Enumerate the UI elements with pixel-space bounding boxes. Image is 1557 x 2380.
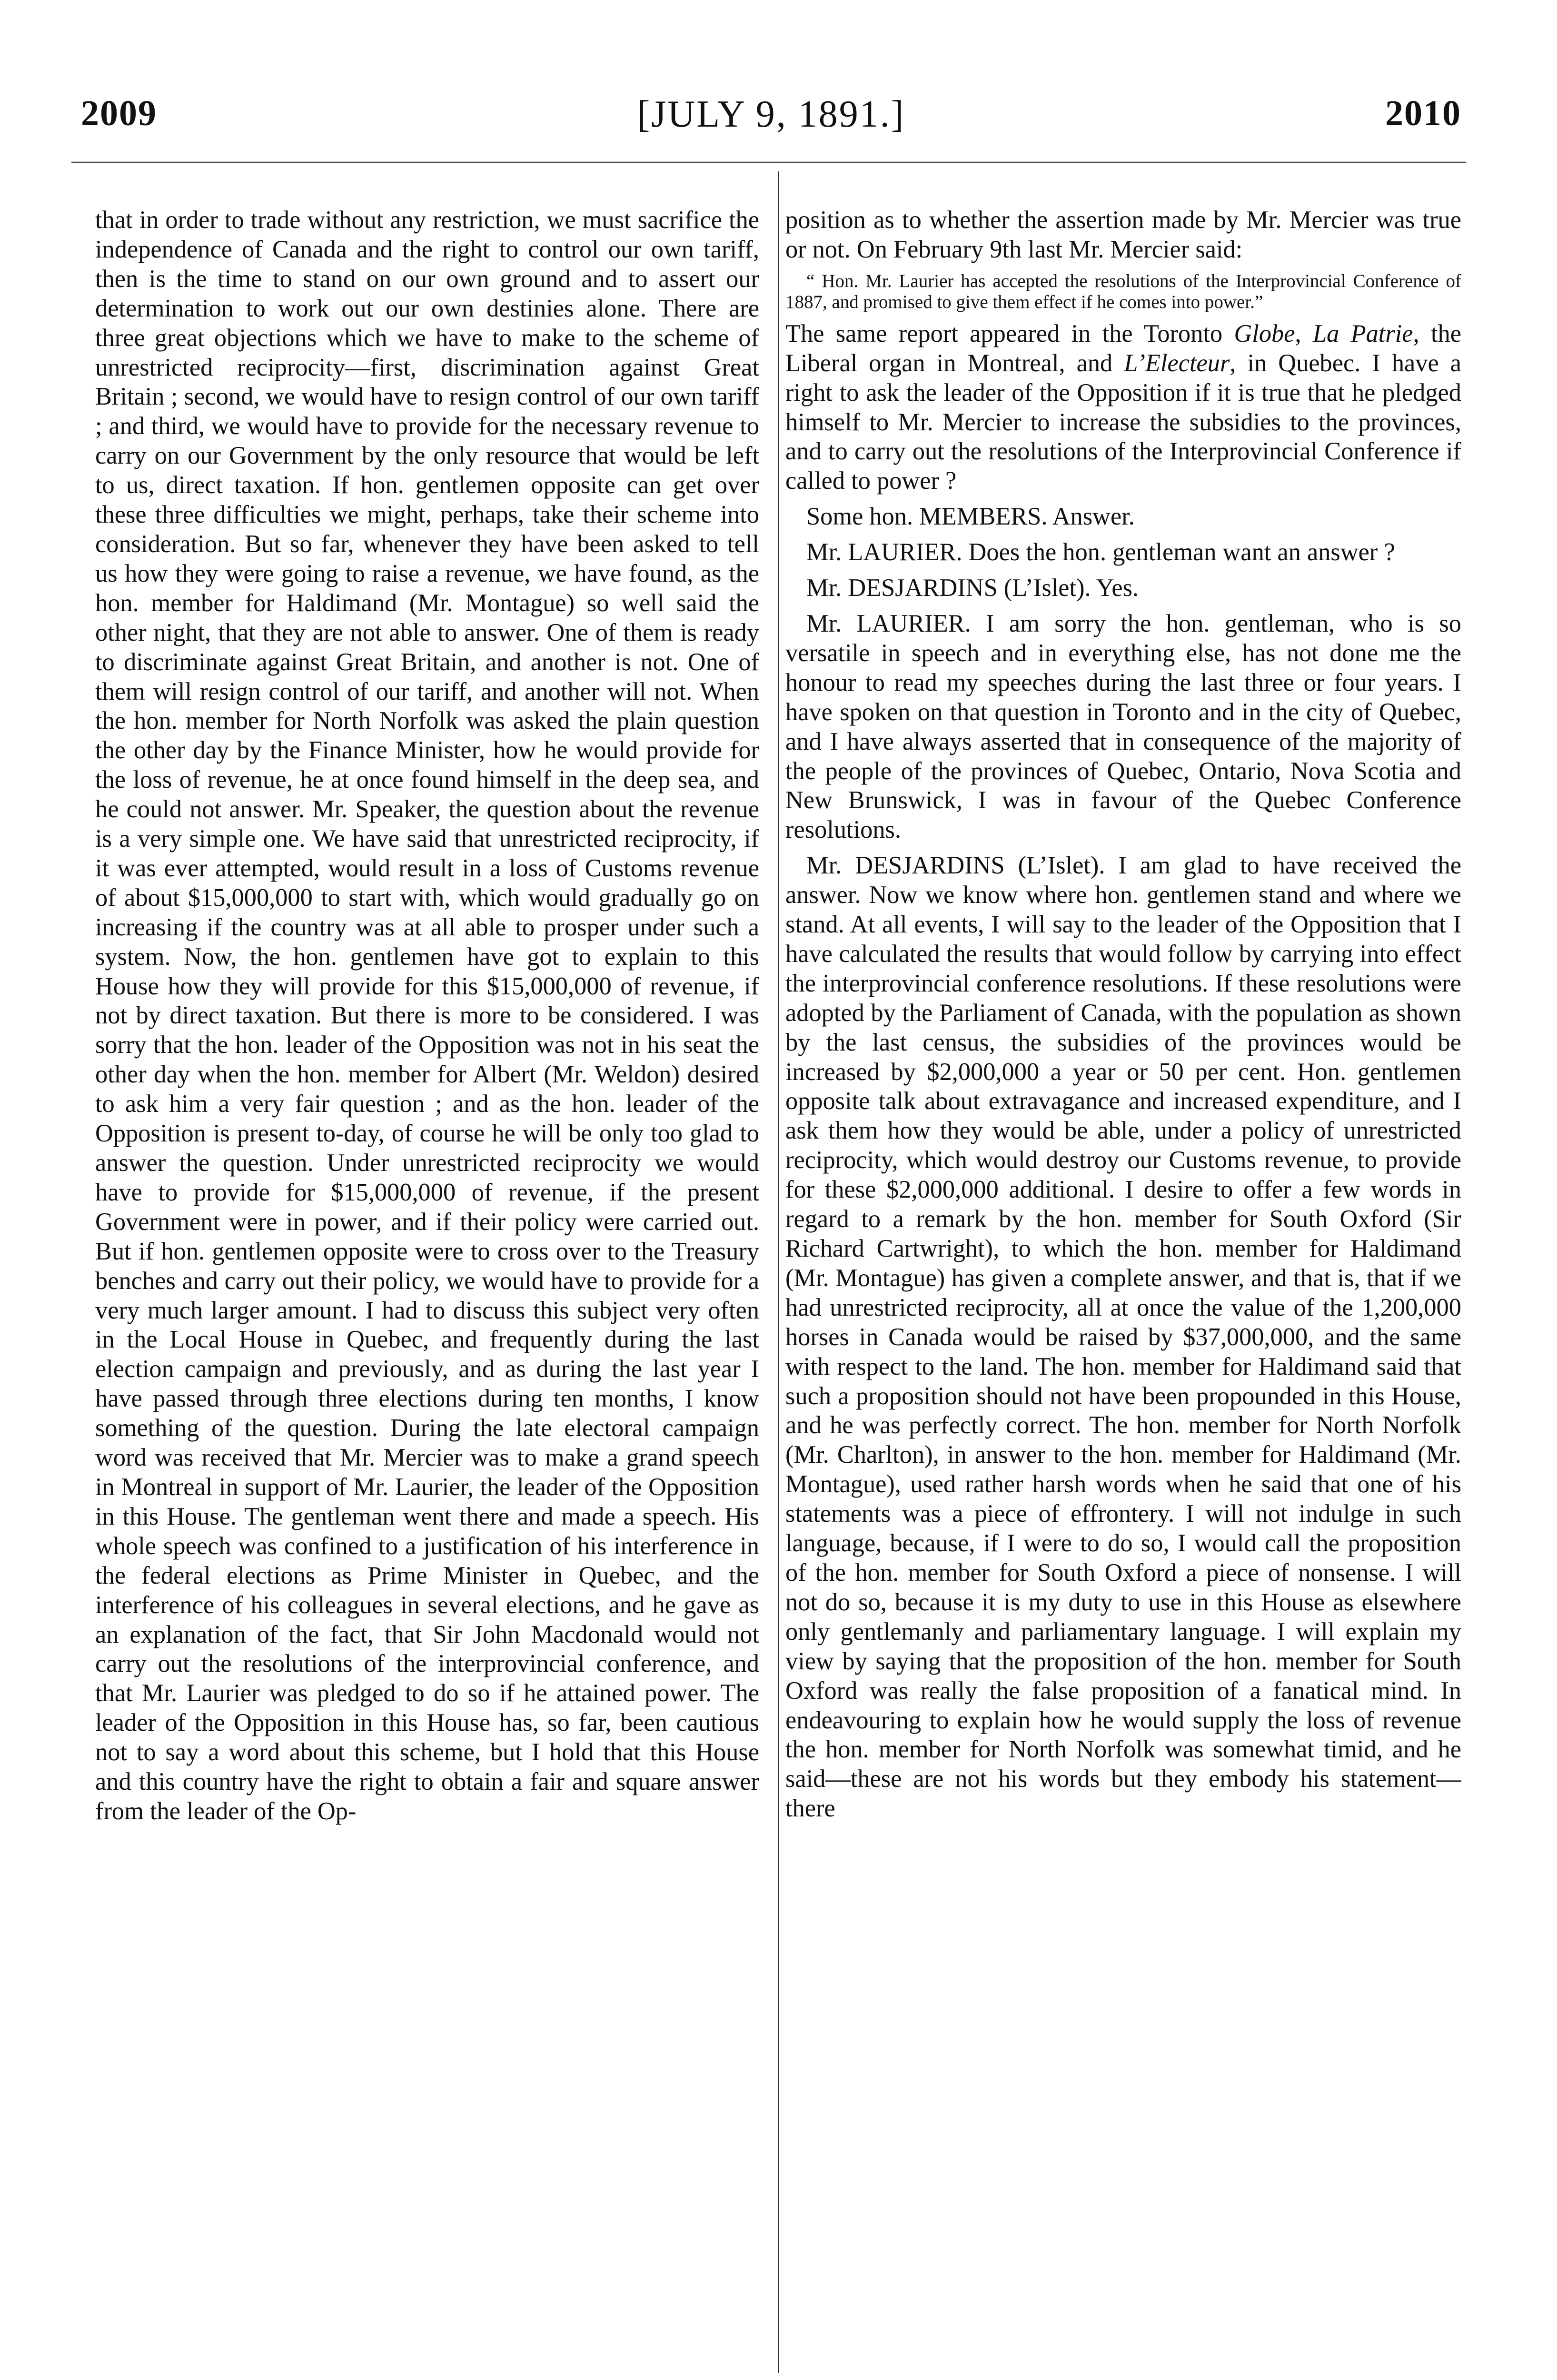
page-date: [JULY 9, 1891.] <box>637 93 905 135</box>
la-patrie-title: La Patrie <box>1312 319 1413 347</box>
report-text-c: , the Liberal organ in Montreal, and <box>785 319 1461 377</box>
desjardins-reply: Mr. DESJARDINS (L’Islet). Yes. <box>806 574 1139 602</box>
report-text-a: The same report appeared in the Toronto <box>785 319 1234 347</box>
right-paragraph-continuation: position as to whether the assertion made by Mr. Mercier was true or not. On February 9th last Mr. Mercier said: <box>785 206 1461 263</box>
laurier-answer: Mr. LAURIER. I am sorry the hon. gentleman, who is so versatile in speech and in everything else, has not done me the honour to read my speeches during the last three or four years. I have spoken on that question in Toronto and in the city of Quebec, and I have always asserted that in consequence of the majority of the people of the provinces of Quebec, Ontario, Nova Scotia and New Brunswick, I was in favour of the Quebec Conference resolutions. <box>785 609 1461 844</box>
left-paragraph: that in order to trade without any restriction, we must sacrifice the independence of Canada and the right to control our own tariff, then is the time to stand on our own ground and to assert our determination to work out our own destinies alone. There are three great objections which we have to make to the scheme of unrestricted reciprocity—first, discrimination against Great Britain ; second, we would have to resign control of our own tariff ; and third, we would have to provide for the necessary revenue to carry on our Government by the only resource that would be left to us, direct taxation. If hon. gentlemen opposite can get over these three difficulties we might, perhaps, take their scheme into consideration. But so far, whenever they have been asked to tell us how they were going to raise a revenue, we have found, as the hon. member for Haldimand (Mr. Montague) so well said the other night, that they are not able to answer. One of them is ready to discriminate against Great Britain, and another is not. One of them will resign control of our tariff, and another will not. When the hon. member for North Norfolk was asked the plain question the other day by the Finance Minister, how he would provide for the loss of revenue, he at once found himself in the deep sea, and he could not answer. Mr. Speaker, the question about the revenue is a very simple one. We have said that unrestricted reciprocity, if it was ever attempted, would result in a loss of Customs revenue of about $15,000,000 to start with, which would gradually go on increasing if the country was at all able to prosper under such a system. Now, the hon. gentlemen have got to explain to this House how they will provide for this $15,000,000 of revenue, if not by direct taxation. But there is more to be considered. I was sorry that the hon. leader of the Opposition was not in his seat the other day when the hon. member for Albert (Mr. Weldon) desired to ask him a very fair question ; and as the hon. leader of the Opposition is present to-day, of course he will be only too glad to answer the question. Under unrestricted reciprocity we would have to provide for $15,000,000 of revenue, if the present Government were in power, and if their policy were carried out. But if hon. gentlemen opposite were to cross over to the Treasury benches and carry out their policy, we would have to provide for a very much larger amount. I had to discuss this subject very often in the Local House in Quebec, and frequently during the last election campaign and previously, and as during the last year I have passed through three elections during ten months, I know something of the question. During the late electoral campaign word was received that Mr. Mercier was to make a grand speech in Montreal in support of Mr. Laurier, the leader of the Opposition in this House. The gentleman went there and made a speech. His whole speech was confined to a justification of his interference in the federal elections as Prime Minister in Quebec, and the interference of his colleagues in several elections, and he gave as an explanation of the fact, that Sir John Macdonald would not carry out the resolutions of the interprovincial conference, and that Mr. Laurier was pledged to do so if he attained power. The leader of the Opposition in this House has, so far, been cautious not to say a word about this scheme, but I hold that this House and this country have the right to obtain a fair and square answer from the leader of the Op- <box>95 206 759 1825</box>
column-divider <box>778 171 779 2373</box>
header-rule <box>71 161 1466 163</box>
left-column <box>95 206 759 2371</box>
members-interjection: Some hon. MEMBERS. Answer. <box>806 503 1135 531</box>
electeur-title: L’Electeur <box>1124 349 1230 377</box>
report-paragraph <box>785 319 1461 496</box>
page-number-right: 2010 <box>1385 93 1461 133</box>
globe-title: Globe <box>1234 319 1295 347</box>
right-column <box>785 206 1461 2371</box>
laurier-question: Mr. LAURIER. Does the hon. gentleman want an answer ? <box>806 538 1395 566</box>
desjardins-speech: Mr. DESJARDINS (L’Islet). I am glad to have received the answer. Now we know where hon. gentlemen stand and where we stand. At all events, I will say to the leader of the Opposition that I have calculated the results that would follow by carrying into effect the interprovincial conference resolutions. If these resolutions were adopted by the Parliament of Canada, with the population as shown by the last census, the subsidies of the provinces would be increased by $2,000,000 a year or 50 per cent. Hon. gentlemen opposite talk about extravagance and increased expenditure, and I ask them how they would be able, under a policy of unrestricted reciprocity, which would destroy our Customs revenue, to provide for these $2,000,000 additional. I desire to offer a few words in regard to a remark by the hon. member for South Oxford (Sir Richard Cartwright), to which the hon. member for Haldimand (Mr. Montague) has given a complete answer, and that is, that if we had unrestricted reciprocity, all at once the value of the 1,200,000 horses in Canada would be raised by $37,000,000, and the same with respect to the land. The hon. member for Haldimand said that such a proposition should not have been propounded in this House, and he was perfectly correct. The hon. member for North Norfolk (Mr. Charlton), in answer to the hon. member for Haldimand (Mr. Montague), used rather harsh words when he said that one of his statements was a piece of effrontery. I will not indulge in such language, because, if I were to do so, I would call the proposition of the hon. member for South Oxford a piece of nonsense. I will not do so, because it is my duty to use in this House as elsewhere only gentlemanly and parliamentary language. I will explain my view by saying that the proposition of the hon. member for South Oxford was really the false proposition of a fanatical mind. In endeavouring to explain how he would supply the loss of revenue the hon. member for North Norfolk was somewhat timid, and he said—these are not his words but they embody his statement—there <box>785 852 1461 1823</box>
report-text-b: , <box>1295 319 1313 347</box>
mercier-quote: “ Hon. Mr. Laurier has accepted the resolutions of the Interprovincial Conference of 1887, and promised to give them effect if he comes into power.” <box>785 270 1461 312</box>
page-header <box>81 93 1461 150</box>
report-text-d: , in Quebec. I have a right to ask the leader of the Opposition if it is true that he pledged himself to Mr. Mercier to increase the subsidies to the provinces, and to carry out the resolutions of the Interprovincial Conference if called to power ? <box>785 349 1461 495</box>
page-number-left: 2009 <box>81 93 157 133</box>
